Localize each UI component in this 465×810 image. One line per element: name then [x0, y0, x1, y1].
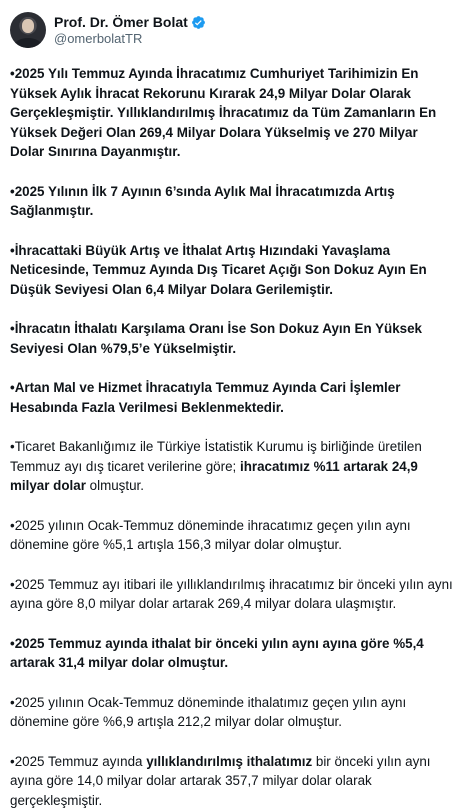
author-display-name[interactable]: Prof. Dr. Ömer Bolat	[54, 14, 188, 31]
author-handle[interactable]: @omerbolatTR	[54, 31, 206, 47]
tweet-paragraph-bold-segment: yıllıklandırılmış ithalatımız	[146, 754, 312, 769]
verified-badge-icon	[191, 15, 206, 30]
tweet-paragraph	[10, 437, 453, 496]
tweet-paragraph-segment: olmuştur.	[86, 478, 144, 493]
tweet-paragraph-segment: bir önceki yılın aynı ayına göre 14,0 milyar dolar artarak 357,7 milyar dolar olarak gerçekleşmiştir.	[10, 754, 431, 808]
tweet-paragraph: •Artan Mal ve Hizmet İhracatıyla Temmuz Ayında Cari İşlemler Hesabında Fazla Verilmesi Beklenmektedir.	[10, 378, 453, 417]
avatar-shoulders	[14, 38, 42, 48]
tweet-paragraph: •2025 yılının Ocak-Temmuz döneminde ithalatımız geçen yılın aynı dönemine göre %6,9 artışla 212,2 milyar dolar olmuştur.	[10, 693, 453, 732]
author-info	[54, 14, 206, 47]
tweet-paragraph: •2025 Yılı Temmuz Ayında İhracatımız Cumhuriyet Tarihimizin En Yüksek Aylık İhracat Rekorunu Kırarak 24,9 Milyar Dolar Olarak Gerçekleşmiştir. Yıllıklandırılmış İhracatımız da Tüm Zamanların En Yüksek Değeri Olan 269,4 Milyar Dolara Yükselmiş ve 270 Milyar Dolar Sınırına Dayanmıştır.	[10, 64, 453, 162]
tweet-paragraph-segment: •2025 Temmuz ayında	[10, 754, 146, 769]
tweet-paragraph: •2025 Yılının İlk 7 Ayının 6’sında Aylık Mal İhracatımızda Artış Sağlanmıştır.	[10, 182, 453, 221]
avatar-face	[22, 19, 34, 33]
tweet-paragraph: •İhracatın İthalatı Karşılama Oranı İse Son Dokuz Ayın En Yüksek Seviyesi Olan %79,5’e Yükselmiştir.	[10, 319, 453, 358]
tweet-paragraph-bold-segment: ihracatımız %11 artarak 24,9 milyar dolar	[10, 459, 418, 494]
tweet-paragraph: •2025 Temmuz ayında ithalat bir önceki yılın aynı ayına göre %5,4 artarak 31,4 milyar dolar olmuştur.	[10, 634, 453, 673]
tweet-text	[10, 64, 453, 810]
avatar[interactable]	[10, 12, 46, 48]
tweet-header	[10, 10, 453, 50]
author-name-row	[54, 14, 206, 31]
tweet-paragraph-segment: •Ticaret Bakanlığımız ile Türkiye İstatistik Kurumu iş birliğinde üretilen Temmuz ayı dış ticaret verilerine göre;	[10, 439, 422, 474]
tweet-paragraph: •2025 Temmuz ayı itibari ile yıllıklandırılmış ihracatımız bir önceki yılın aynı ayına göre 8,0 milyar dolar artarak 269,4 milyar dolara ulaşmıştır.	[10, 575, 453, 614]
tweet-paragraph: •İhracattaki Büyük Artış ve İthalat Artış Hızındaki Yavaşlama Neticesinde, Temmuz Ayında Dış Ticaret Açığı Son Dokuz Ayın En Düşük Seviyesi Olan 6,4 Milyar Dolara Gerilemiştir.	[10, 241, 453, 300]
tweet-paragraph: •2025 yılının Ocak-Temmuz döneminde ihracatımız geçen yılın aynı dönemine göre %5,1 artışla 156,3 milyar dolar olmuştur.	[10, 516, 453, 555]
tweet-paragraph	[10, 752, 453, 810]
